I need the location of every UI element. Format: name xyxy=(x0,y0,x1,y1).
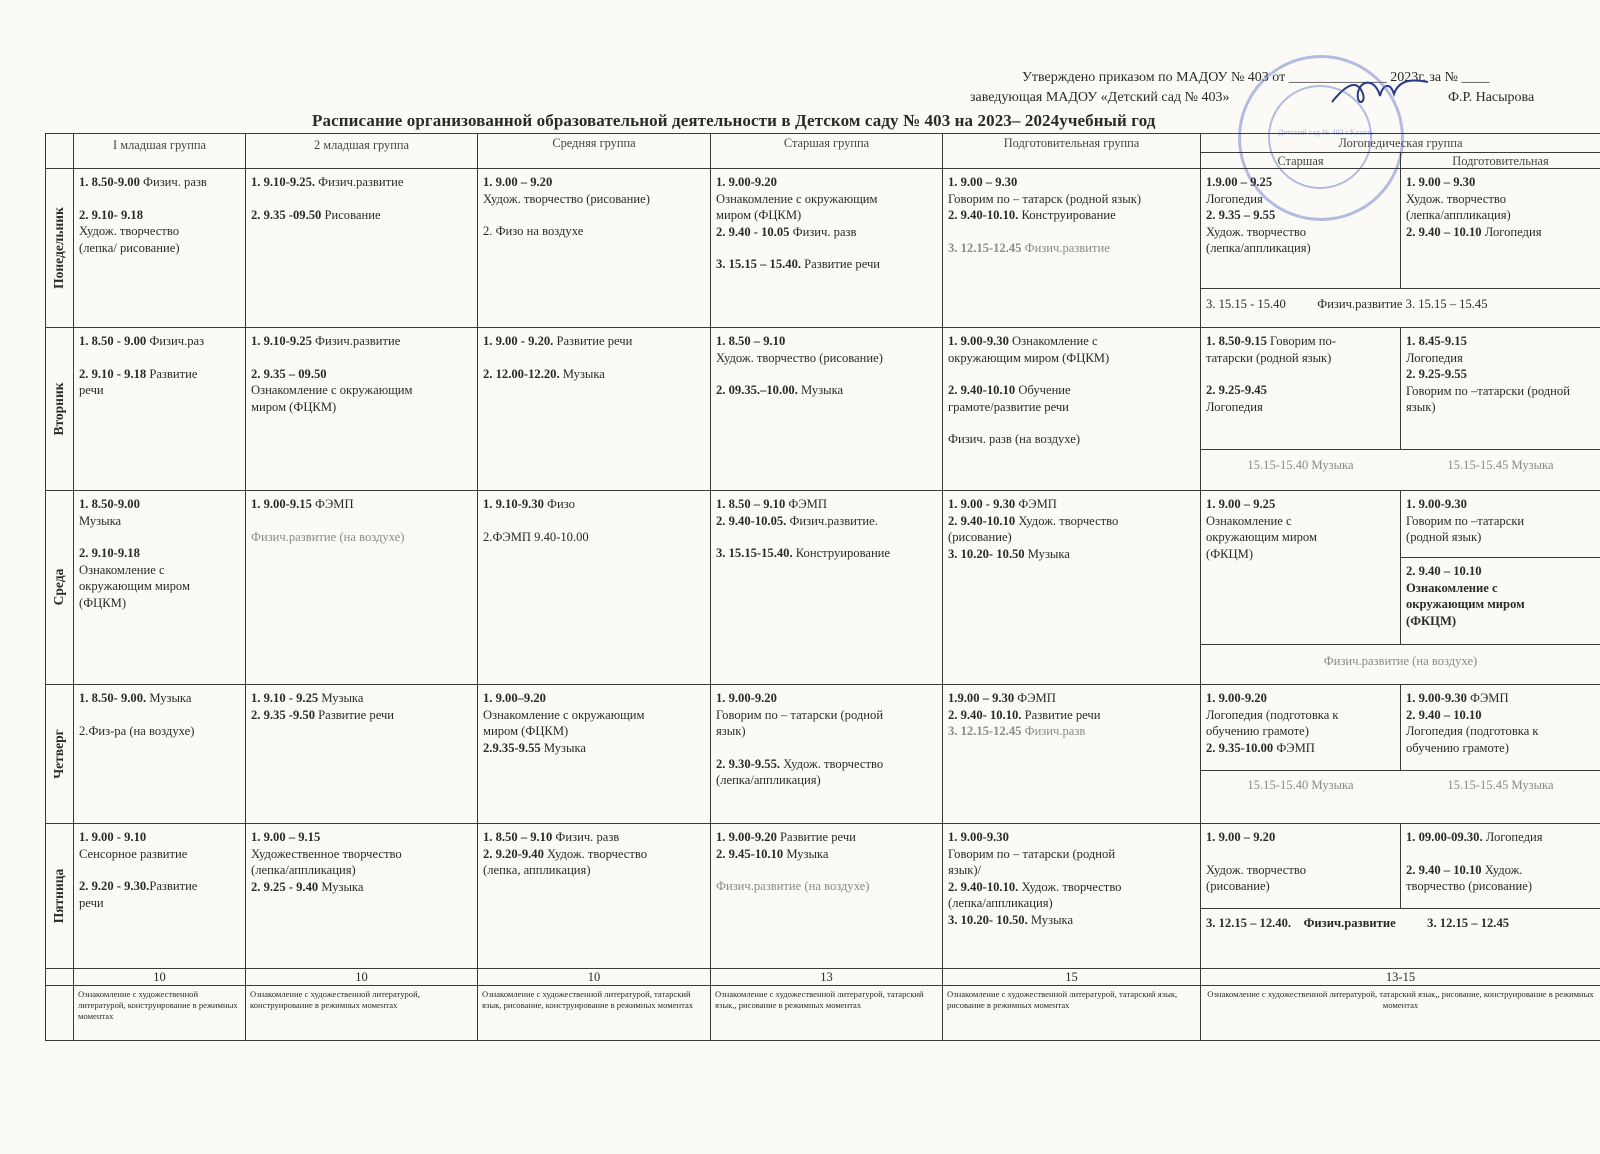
cell-line: 2. 9.45-10.10 Музыка xyxy=(716,846,829,861)
cell-line: (лепка/аппликация) xyxy=(1406,208,1511,222)
cell-line: Ознакомление с окружающим xyxy=(483,707,645,722)
cell-line: Говорим по –татарски xyxy=(1406,513,1525,528)
cell-line: 2. 9.10-9.18 xyxy=(79,546,140,560)
cell-line: миром (ФЦКМ) xyxy=(716,208,802,222)
cell-line: 1. 9.00 – 9.20 xyxy=(483,175,553,189)
cell-line: Логопедия (подготовка к xyxy=(1206,707,1339,722)
cell-tue-g6b xyxy=(1401,331,1600,447)
cell-line: Музыка xyxy=(79,513,122,528)
cell-fri-g3 xyxy=(478,827,710,965)
cell-line xyxy=(1406,846,1595,862)
cell-line: (рисование) xyxy=(948,530,1012,544)
cell-line: (лепка/ рисование) xyxy=(79,240,180,255)
cell-line: татарски (родной язык) xyxy=(1206,350,1332,365)
cell-line xyxy=(79,707,240,723)
cell-wed-g3 xyxy=(478,494,710,680)
cell-line: 2. 9.40 – 10.10 Худож. xyxy=(1406,862,1523,877)
cell-line: 2. 9.10- 9.18 xyxy=(79,207,144,222)
cell-line: 1. 9.00 - 9.10 xyxy=(79,830,147,844)
cell-tue-g6a-bottom: 15.15-15.40 Музыка xyxy=(1247,458,1354,472)
cell-line: Говорим по – татарск (родной язык) xyxy=(948,191,1142,206)
cell-mon-g1 xyxy=(74,172,245,324)
cell-line: Логопедия xyxy=(1206,399,1263,414)
footer-note-g3: Ознакомление с художественной литературой, татарский язык, рисование, конструирование в режимных моментах xyxy=(482,989,694,1010)
day-tuesday: Вторник xyxy=(51,382,66,436)
cell-line: 2. 9.30-9.55. Худож. творчество xyxy=(716,756,884,771)
cell-line: Ознакомление с окружающим xyxy=(251,383,413,397)
cell-thu-g1 xyxy=(74,688,245,820)
cell-line: 1. 9.00-9.30 xyxy=(1406,497,1467,511)
cell-line: обучению грамоте) xyxy=(1406,740,1509,755)
cell-line: (лепка/аппликация) xyxy=(716,773,821,787)
cell-tue-g4 xyxy=(711,331,942,487)
cell-line: 2. 9.40 – 10.10 xyxy=(1406,707,1482,722)
col-header-g2: 2 младшая группа xyxy=(313,138,410,152)
cell-line xyxy=(79,529,240,545)
cell-line: обучению грамоте) xyxy=(1206,724,1309,738)
footer-note-g5: Ознакомление с художественной литературой, татарский язык, рисование в режимных моментах xyxy=(947,989,1178,1010)
cell-line: 1. 8.50 – 9.10 xyxy=(716,334,786,348)
footer-note-g6: Ознакомление с художественной литературой, татарский язык,, рисование, конструирование в режимных моментах xyxy=(1207,989,1594,1010)
cell-line: грамоте/развитие речи xyxy=(948,399,1069,414)
cell-line: 2. 9.35 – 09.50 xyxy=(251,366,327,381)
cell-wed-g4 xyxy=(711,494,942,680)
col-header-g6b: Подготовительная xyxy=(1452,154,1549,168)
cell-line: (лепка/аппликация) xyxy=(1206,241,1311,255)
cell-line: 2. 9.40-10.10 Худож. творчество xyxy=(948,513,1119,528)
cell-line: речи xyxy=(79,895,104,910)
cell-line: миром (ФЦКМ) xyxy=(483,724,569,738)
cell-line: 1. 9.00 - 9.20. Развитие речи xyxy=(483,334,633,348)
cell-line xyxy=(483,350,705,366)
cell-line: 2. 9.35 – 9.55 xyxy=(1206,208,1276,222)
cell-line: Говорим по – татарски (родной xyxy=(716,707,884,722)
cell-line: 3. 10.20- 10.50 Музыка xyxy=(948,546,1070,561)
cell-line: язык)/ xyxy=(948,863,982,877)
cell-line: 1. 9.10-9.25. Физич.развитие xyxy=(251,175,404,189)
cell-wed-g1 xyxy=(74,494,245,680)
footer-note-g1: Ознакомление с художественной литературой, конструирование в режимных моментах xyxy=(78,989,238,1021)
footer-note-g2: Ознакомление с художественной литературой, конструирование в режимных моментах xyxy=(250,989,420,1010)
cell-line: Худож. творчество (рисование) xyxy=(716,350,883,365)
cell-wed-g6b-mid xyxy=(1401,561,1600,643)
cell-line xyxy=(716,366,937,382)
cell-mon-g2 xyxy=(246,172,477,324)
cell-tue-g6b-bottom: 15.15-15.45 Музыка xyxy=(1447,458,1554,472)
cell-line: Говорим по – татарски (родной xyxy=(948,846,1116,861)
cell-line: творчество (рисование) xyxy=(1406,879,1533,893)
cell-line: 1. 9.00-9.30 Ознакомление с xyxy=(948,334,1098,348)
cell-line: Художественное творчество xyxy=(251,846,402,861)
cell-line: 2. 9.40-10.10. Конструирование xyxy=(948,208,1116,222)
day-thursday: Четверг xyxy=(51,729,66,779)
cell-mon-g6b xyxy=(1401,172,1600,287)
cell-line: окружающим миром xyxy=(1406,597,1525,611)
cell-line: 2. 9.40-10.05. Физич.развитие. xyxy=(716,513,878,528)
cell-line: 1. 9.00-9.20 xyxy=(716,175,777,189)
cell-line: речи xyxy=(79,383,104,397)
day-monday: Понедельник xyxy=(51,207,66,289)
cell-line: Логопедия xyxy=(1206,191,1263,206)
cell-line: 1. 9.10 - 9.25 Музыка xyxy=(251,691,364,705)
cell-line: 3. 15.15-15.40. Конструирование xyxy=(716,546,891,560)
cell-tue-g2 xyxy=(246,331,477,487)
cell-line: Физич.развитие (на воздухе) xyxy=(716,879,870,893)
cell-mon-g6a xyxy=(1201,172,1400,287)
cell-line: Логопедия (подготовка к xyxy=(1406,724,1539,738)
cell-line: Худож. творчество xyxy=(1206,224,1307,239)
cell-line: (лепка/аппликация) xyxy=(948,896,1053,910)
cell-thu-g2 xyxy=(246,688,477,820)
cell-line: Ознакомление с xyxy=(1406,580,1498,595)
total-g6: 13-15 xyxy=(1385,970,1416,984)
cell-line: 2. 9.35-10.00 ФЭМП xyxy=(1206,740,1315,755)
cell-line xyxy=(251,350,472,366)
total-g3: 10 xyxy=(587,970,601,984)
cell-line: окружающим миром xyxy=(79,579,190,593)
cell-fri-g6b xyxy=(1401,827,1600,907)
head-name: Ф.Р. Насырова xyxy=(1448,90,1535,105)
day-friday: Пятница xyxy=(51,868,66,924)
day-wednesday: Среда xyxy=(51,568,66,606)
cell-line: 2. 9.10 - 9.18 Развитие xyxy=(79,366,198,381)
cell-line: 1. 9.00-9.15 ФЭМП xyxy=(251,497,354,511)
total-g5: 15 xyxy=(1065,970,1078,984)
cell-line: 2. 9.25 - 9.40 Музыка xyxy=(251,879,364,894)
cell-line: 2.9.35-9.55 Музыка xyxy=(483,740,587,755)
head-label: заведующая МАДОУ «Детский сад № 403» xyxy=(970,90,1230,105)
cell-wed-g6b xyxy=(1401,494,1600,556)
cell-line: 2. 9.25-9.55 xyxy=(1406,367,1467,381)
cell-line: окружающим миром xyxy=(1206,530,1317,544)
cell-line: 1. 9.00 – 9.25 xyxy=(1206,497,1276,511)
cell-line: 1.9.00 – 9.30 ФЭМП xyxy=(948,691,1056,705)
cell-wed-g6a xyxy=(1201,494,1400,642)
cell-line: Худож. творчество xyxy=(1206,862,1307,877)
cell-line: 2. 9.20-9.40 Худож. творчество xyxy=(483,846,648,861)
cell-line xyxy=(483,513,705,529)
cell-fri-g1 xyxy=(74,827,245,965)
approval-line: Утверждено приказом по МАДОУ № 403 от ______________ 2023г. за № ____ xyxy=(1022,70,1490,85)
col-header-g1: I младшая группа xyxy=(113,138,206,152)
cell-tue-g6a xyxy=(1201,331,1400,447)
cell-line: 1. 9.00-9.20 xyxy=(716,691,777,705)
cell-mon-g4 xyxy=(711,172,942,324)
cell-mon-g6-bottom: 3. 15.15 - 15.40 Физич.развитие 3. 15.15 – 15.45 xyxy=(1206,297,1488,311)
cell-line xyxy=(948,224,1195,240)
cell-line: 2. 09.35.–10.00. Музыка xyxy=(716,383,844,397)
cell-fri-g6-bottom: 3. 12.15 – 12.40. Физич.развитие 3. 12.15 – 12.45 xyxy=(1206,916,1510,930)
col-header-g5: Подготовительная группа xyxy=(1003,136,1140,150)
cell-line xyxy=(79,191,240,207)
cell-line xyxy=(251,191,472,207)
cell-line xyxy=(79,862,240,878)
cell-line: 2.ФЭМП 9.40-10.00 xyxy=(483,529,589,544)
cell-thu-g5 xyxy=(943,688,1200,820)
cell-line: 1. 8.50-9.00 xyxy=(79,497,140,511)
cell-line: (ФКЦМ) xyxy=(1206,546,1254,561)
cell-line: (родной язык) xyxy=(1406,530,1482,544)
cell-line: Логопедия xyxy=(1406,350,1463,365)
cell-line: окружающим миром (ФЦКМ) xyxy=(948,350,1110,365)
col-header-g6a: Старшая xyxy=(1277,154,1324,168)
cell-thu-g6b xyxy=(1401,688,1600,768)
cell-thu-g3 xyxy=(478,688,710,820)
cell-line: 1. 9.10-9.25 Физич.развитие xyxy=(251,334,401,348)
cell-line: (ФЦКМ) xyxy=(79,595,127,610)
cell-line: 3. 12.15-12.45 Физич.разв xyxy=(948,724,1086,738)
cell-line: Худож. творчество xyxy=(1406,191,1507,206)
cell-fri-g5 xyxy=(943,827,1200,965)
cell-line: 1. 8.45-9.15 xyxy=(1406,334,1467,348)
cell-line: Физич.развитие (на воздухе) xyxy=(251,529,405,544)
col-header-g6: Логопедическая группа xyxy=(1338,136,1463,150)
cell-line: 2. 9.40-10.10. Худож. творчество xyxy=(948,879,1122,894)
cell-line xyxy=(716,740,937,756)
cell-line xyxy=(716,240,937,256)
cell-line xyxy=(483,207,705,223)
cell-line: 2. 9.40 - 10.05 Физич. разв xyxy=(716,224,857,239)
cell-line: 1. 9.00-9.30 ФЭМП xyxy=(1406,691,1509,705)
cell-line: 1. 9.00-9.30 xyxy=(948,830,1009,844)
cell-line: 2.Физ-ра (на воздухе) xyxy=(79,723,195,738)
cell-line: 1. 9.00–9.20 xyxy=(483,691,546,705)
cell-wed-g6-bottom: Физич.развитие (на воздухе) xyxy=(1323,654,1478,668)
cell-fri-g2 xyxy=(246,827,477,965)
cell-thu-g4 xyxy=(711,688,942,820)
cell-line: (лепка, аппликация) xyxy=(483,863,591,877)
cell-line: 2. 9.20 - 9.30.Развитие xyxy=(79,879,198,893)
cell-line xyxy=(948,415,1195,431)
cell-line: 1. 8.50-9.00 Физич. разв xyxy=(79,175,207,189)
cell-line: 1. 9.00 – 9.30 xyxy=(1406,175,1476,189)
cell-line: 1. 9.00-9.20 Развитие речи xyxy=(716,830,856,844)
cell-line: Ознакомление с окружающим xyxy=(716,191,878,206)
cell-tue-g1 xyxy=(74,331,245,487)
total-g2: 10 xyxy=(355,970,368,984)
cell-line: язык) xyxy=(1406,400,1436,414)
cell-line: 3. 10.20- 10.50. Музыка xyxy=(948,912,1074,927)
cell-line: 2. 12.00-12.20. Музыка xyxy=(483,366,605,381)
cell-line xyxy=(716,529,937,545)
cell-line: 3. 15.15 – 15.40. Развитие речи xyxy=(716,257,881,271)
cell-line: Худож. творчество xyxy=(79,224,180,238)
cell-line: (лепка/аппликация) xyxy=(251,863,356,877)
cell-thu-g6a xyxy=(1201,688,1400,768)
cell-line: 1. 8.50 – 9.10 Физич. разв xyxy=(483,830,620,844)
cell-line: (рисование) xyxy=(1206,879,1270,893)
cell-thu-g6b-bottom: 15.15-15.45 Музыка xyxy=(1447,778,1554,792)
cell-line: (ФКЦМ) xyxy=(1406,613,1457,628)
cell-line: Сенсорное развитие xyxy=(79,846,188,861)
cell-line: 2. 9.40-10.10 Обучение xyxy=(948,383,1071,397)
cell-line xyxy=(1206,846,1395,862)
cell-line: 1. 8.50- 9.00. Музыка xyxy=(79,691,192,705)
cell-fri-g4 xyxy=(711,827,942,965)
cell-wed-g2 xyxy=(246,494,477,680)
cell-line: Физич. разв (на воздухе) xyxy=(948,432,1081,446)
cell-line: 1. 09.00-09.30. Логопедия xyxy=(1406,830,1543,844)
footer-note-g4: Ознакомление с художественной литературой, татарский язык,, рисование в режимных моментах xyxy=(715,989,924,1010)
cell-line: 2. 9.40- 10.10. Развитие речи xyxy=(948,707,1101,722)
cell-line xyxy=(251,513,472,529)
cell-line: Худож. творчество (рисование) xyxy=(483,191,650,206)
cell-line: 2. 9.40 – 10.10 xyxy=(1406,564,1482,578)
total-g4: 13 xyxy=(820,970,833,984)
cell-line: 1. 8.50 – 9.10 ФЭМП xyxy=(716,497,827,511)
cell-line: 1. 8.50 - 9.00 Физич.раз xyxy=(79,334,205,348)
cell-fri-g6a xyxy=(1201,827,1400,907)
cell-line: 2. 9.35 -09.50 Рисование xyxy=(251,207,381,222)
col-header-g4: Старшая группа xyxy=(783,136,870,150)
cell-line: 1. 9.00 - 9.30 ФЭМП xyxy=(948,497,1057,511)
cell-line: Ознакомление с xyxy=(79,562,165,577)
cell-line xyxy=(79,350,240,366)
cell-line: 2. 9.35 -9.50 Развитие речи xyxy=(251,707,395,722)
cell-line: 1. 9.00 – 9.20 xyxy=(1206,830,1276,844)
cell-line: 2. Физо на воздухе xyxy=(483,224,584,238)
cell-line: 1. 8.50-9.15 Говорим по- xyxy=(1206,334,1337,348)
cell-wed-g5 xyxy=(943,494,1200,680)
cell-mon-g3 xyxy=(478,172,710,324)
cell-tue-g5 xyxy=(943,331,1200,487)
cell-line: миром (ФЦКМ) xyxy=(251,399,337,414)
cell-line xyxy=(716,862,937,878)
cell-line: 1. 9.00-9.20 xyxy=(1206,691,1267,705)
cell-line: 1. 9.00 – 9.15 xyxy=(251,830,321,844)
cell-tue-g3 xyxy=(478,331,710,487)
cell-line: 2. 9.25-9.45 xyxy=(1206,383,1267,397)
cell-mon-g5 xyxy=(943,172,1200,324)
cell-line xyxy=(1206,366,1395,382)
cell-line: Говорим по –татарски (родной xyxy=(1406,383,1570,398)
page-title: Расписание организованной образовательной деятельности в Детском саду № 403 на 2023– 2024учебный год xyxy=(312,111,1156,130)
cell-line: 1. 9.00 – 9.30 xyxy=(948,175,1018,189)
cell-line: язык) xyxy=(716,724,746,738)
cell-line xyxy=(948,366,1195,382)
cell-line: 1.9.00 – 9.25 xyxy=(1206,175,1273,189)
cell-line: Ознакомление с xyxy=(1206,513,1292,528)
cell-line: 3. 12.15-12.45 Физич.развитие xyxy=(948,240,1110,255)
cell-line: 2. 9.40 – 10.10 Логопедия xyxy=(1406,224,1542,239)
total-g1: 10 xyxy=(153,970,166,984)
col-header-g3: Средняя группа xyxy=(552,136,636,150)
cell-thu-g6a-bottom: 15.15-15.40 Музыка xyxy=(1247,778,1354,792)
cell-line: 1. 9.10-9.30 Физо xyxy=(483,497,575,511)
